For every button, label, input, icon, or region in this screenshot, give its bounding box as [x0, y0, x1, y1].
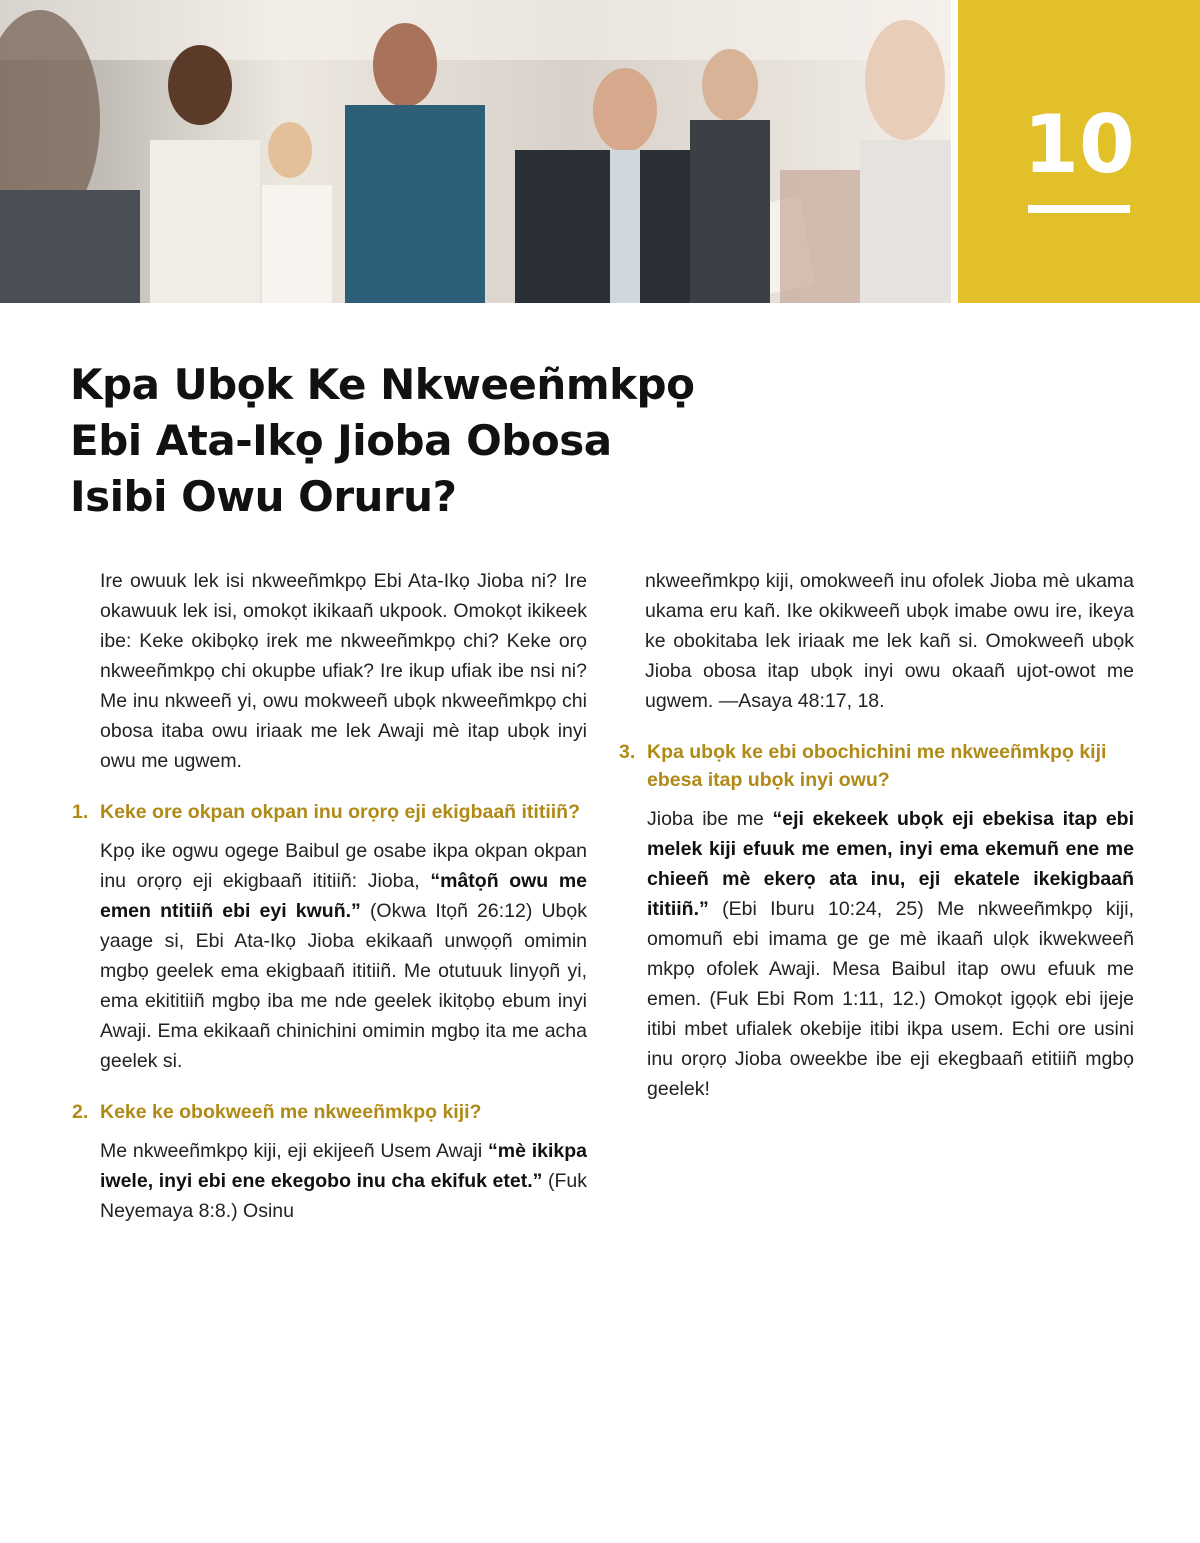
question-1-heading	[72, 798, 587, 826]
page-title	[70, 357, 810, 525]
question-3-heading	[619, 738, 1134, 794]
question-number: 1.	[72, 801, 89, 823]
scripture-quote: “mè ikikpa iwele, inyi ebi ene ekegobo inu cha ekifuk etet.”	[100, 1140, 587, 1192]
question-2-answer	[72, 1136, 587, 1226]
badge-underline	[1028, 205, 1130, 213]
question-2-answer-continued: nkweeñmkpọ kiji, omokweeñ inu ofolek Jioba mè ukama ukama eru kañ. Ike okikweeñ ubọk imabe owu ire, ikeya ke obokitaba lek iriaak me lek kañ si. Omokweeñ ubọk Jioba obosa itap ubọk inyi owu okaañ ujot-owot me ugwem. —Asaya 48:17, 18.	[645, 570, 1134, 712]
question-number: 3.	[619, 741, 636, 763]
question-1-answer	[72, 836, 587, 1076]
title-line-3: Isibi Owu Oruru?	[70, 472, 457, 521]
question-3-answer	[619, 804, 1134, 1104]
congregation-photo	[0, 0, 951, 303]
right-column	[619, 566, 1134, 1104]
header-photo	[0, 0, 951, 303]
answer-text: (Ebi Iburu 10:24, 25) Me nkweeñmkpọ kiji, omomuñ ebi imama ge ge mè ikaañ ulọk ikwekweeñ mkpọ ofolek Awaji. Mesa Baibul itap owu efuuk me emen. (Fuk Ebi Rom 1:11, 12.) Omokọt igọọk ebi ijeje itibi mbet ufialek okebije itibi ikpa usem. Echi ore usini inu orọrọ Jioba oweekbe ibe eji ekegbaañ etitiiñ mgbọ geelek!	[647, 898, 1134, 1100]
question-text: Kpa ubọk ke ebi obochichini me nkweeñmkpọ kiji ebesa itap ubọk inyi owu?	[647, 741, 1107, 791]
lesson-number: 10	[1023, 98, 1135, 191]
lesson-number-badge	[958, 0, 1200, 303]
scripture-quote: “eji ekekeek ubọk eji ebekisa itap ebi melek kiji efuuk me emen, inyi ema ekemuñ ene me chieeñ mè ekerọ ata inu, eji ekatele ikekigbaañ ititiiñ.”	[647, 808, 1134, 920]
answer-text: (Okwa Itọñ 26:12) Ubọk yaage si, Ebi Ata-Ikọ Jioba ekikaañ unwọọñ omimin mgbọ geelek ema ekigbaañ ititiiñ. Me otutuuk linyọñ yi, ema ekititiiñ mgbọ iba me nde geelek ikitọbọ ebum inyi Awaji. Ema ekikaañ chinichini omimin mgbọ ita me acha geelek si.	[100, 900, 587, 1072]
question-2-heading	[72, 1098, 587, 1126]
question-number: 2.	[72, 1101, 89, 1123]
title-line-1: Kpa Ubọk Ke Nkweeñmkpọ	[70, 360, 695, 409]
answer-text: Me nkweeñmkpọ kiji, eji ekijeeñ Usem Awaji	[100, 1140, 483, 1162]
title-line-2: Ebi Ata-Ikọ Jioba Obosa	[70, 416, 612, 465]
answer-text: (Fuk Neyemaya 8:8.) Osinu	[100, 1170, 587, 1222]
answer-text: Kpọ ike ogwu ogege Baibul ge osabe ikpa okpan okpan inu orọrọ eji ekigbaañ ititiiñ: Jioba,	[100, 840, 587, 892]
question-text: Keke ke obokweeñ me nkweeñmkpọ kiji?	[100, 1101, 482, 1123]
question-text: Keke ore okpan okpan inu orọrọ eji ekigbaañ ititiiñ?	[100, 801, 580, 823]
left-column	[72, 566, 587, 1226]
answer-text: Jioba ibe me	[647, 808, 764, 830]
scripture-quote: “mâtọñ owu me emen ntitiiñ ebi eyi kwuñ.”	[100, 870, 588, 922]
intro-paragraph: Ire owuuk lek isi nkweeñmkpọ Ebi Ata-Ikọ Jioba ni? Ire okawuuk lek isi, omokọt ikikaañ ukpook. Omokọt ikikeek ibe: Keke okibọkọ irek me nkweeñmkpọ chi? Keke orọ nkweeñmkpọ chi okupbe ufiak? Ire ikup ufiak ibe nsi ni? Me inu nkweeñ yi, owu mokweeñ ubọk nkweeñmkpọ chi obosa itaba owu iriaak me lek Awaji mè itap ubọk inyi owu me ugwem.	[100, 570, 587, 772]
